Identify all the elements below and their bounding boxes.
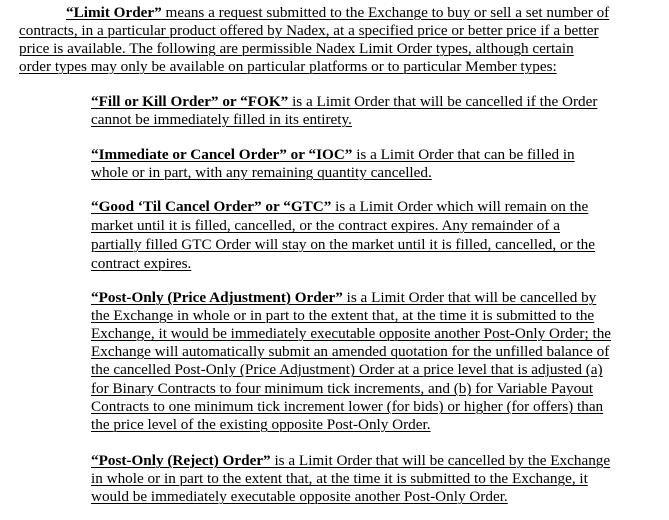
paragraph-line	[91, 93, 597, 111]
defined-term: “Post-Only (Price Adjustment) Order”	[91, 289, 343, 306]
paragraph-line: Contracts to one minimum tick increment lower (for bids) or higher (for offers) than	[91, 398, 604, 415]
paragraph-line: the price level of the existing opposite Post-Only Order.	[91, 416, 431, 433]
paragraph-line: contracts, in a particular product offered by Nadex, at a specified price or better price if a better	[19, 22, 599, 39]
paragraph-line: for Binary Contracts to four minimum tick increments, and (b) for Variable Payout	[91, 380, 594, 397]
paragraph-line: in whole or in part to the extent that, at the time it is submitted to the Exchange, it	[91, 470, 588, 487]
definition-text: is a Limit Order that will be cancelled by the Exchange	[270, 452, 611, 469]
paragraph-line	[91, 198, 588, 216]
defined-term: “Immediate or Cancel Order” or “IOC”	[91, 146, 353, 163]
paragraph-line: the cancelled Post-Only (Price Adjustment) Order at a price level that is adjusted (a)	[91, 361, 603, 378]
defined-term: “Fill or Kill Order” or “FOK”	[91, 93, 289, 110]
paragraph-line: would be immediately executable opposite another Post-Only Order.	[91, 488, 508, 505]
paragraph-line: contract expires.	[91, 255, 192, 272]
paragraph-line: Exchange, it would be immediately executable opposite another Post-Only Order; the	[91, 325, 612, 342]
defined-term: “Post-Only (Reject) Order”	[91, 452, 271, 469]
definition-text: is a Limit Order which will remain on the	[331, 198, 589, 215]
definition-text: is a Limit Order that will be cancelled if the Order	[288, 93, 598, 110]
definition-text: is a Limit Order that will be cancelled by	[342, 289, 597, 306]
definition-text: is a Limit Order that can be filled in	[352, 146, 575, 163]
paragraph-line: market until it is filled, cancelled, or the contract expires. Any remainder of a	[91, 217, 560, 234]
paragraph-line: Exchange will automatically submit an amended quotation for the unfilled balance of	[91, 343, 610, 360]
definition-text: means a request submitted to the Exchange to buy or sell a set number of	[161, 4, 610, 21]
defined-term: “Good ‘Til Cancel Order” or “GTC”	[91, 198, 332, 215]
paragraph-line: price is available. The following are permissible Nadex Limit Order types, although certain	[19, 40, 574, 57]
paragraph-line: whole or in part, with any remaining quantity cancelled.	[91, 164, 432, 181]
paragraph-line: cannot be immediately filled in its entirety.	[91, 111, 352, 128]
paragraph-line: partially filled GTC Order will stay on the market until it is filled, cancelled, or the	[91, 236, 595, 253]
paragraph-line	[91, 452, 610, 470]
paragraph-line: order types may only be available on particular platforms or to particular Member types:	[19, 58, 557, 75]
defined-term: “Limit Order”	[66, 4, 162, 21]
paragraph-line	[66, 4, 609, 22]
paragraph-line	[91, 289, 596, 307]
paragraph-line	[91, 146, 575, 164]
paragraph-line: the Exchange in whole or in part to the extent that, at the time it is submitted to the	[91, 307, 595, 324]
